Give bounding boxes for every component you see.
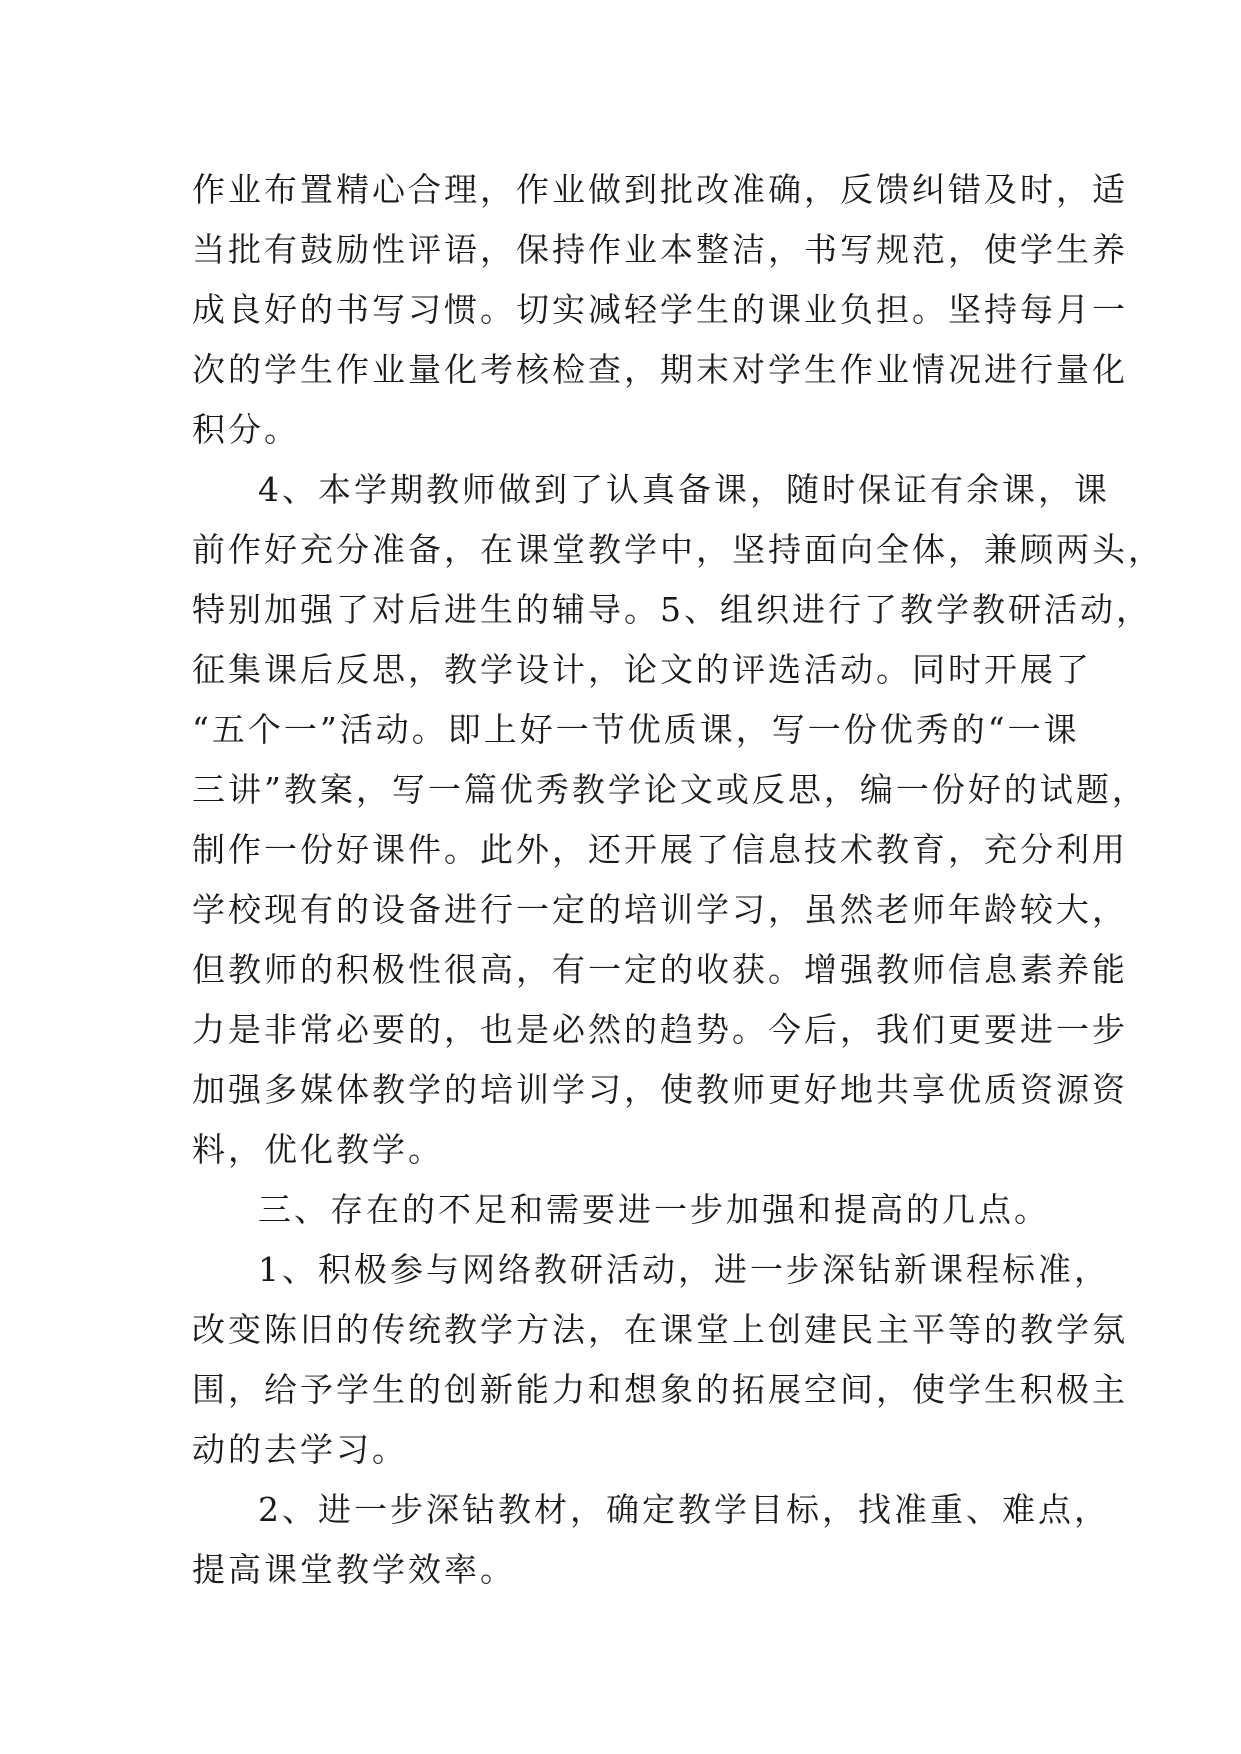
text-line: 加强多媒体教学的培训学习，使教师更好地共享优质资源资 [192, 1070, 1128, 1109]
text-line: 但教师的积极性很高，有一定的收获。增强教师信息素养能 [192, 950, 1128, 989]
text-line: 前作好充分准备，在课堂教学中，坚持面向全体，兼顾两头， [192, 530, 1164, 569]
text-line: 学校现有的设备进行一定的培训学习，虽然老师年龄较大， [192, 890, 1128, 929]
text-line: “五个一”活动。即上好一节优质课，写一份优秀的“一课 [192, 710, 1080, 749]
paragraph-start-line: 2、进一步深钻教材，确定教学目标，找准重、难点， [258, 1490, 1110, 1529]
text-line: 制作一份好课件。此外，还开展了信息技术教育，充分利用 [192, 830, 1128, 869]
text-line: 围，给予学生的创新能力和想象的拓展空间，使学生积极主 [192, 1370, 1128, 1409]
section-heading: 三、存在的不足和需要进一步加强和提高的几点。 [258, 1190, 1050, 1229]
text-line: 积分。 [192, 410, 300, 449]
text-line: 次的学生作业量化考核检查，期末对学生作业情况进行量化 [192, 350, 1128, 389]
text-line: 作业布置精心合理，作业做到批改准确，反馈纠错及时，适 [192, 170, 1128, 209]
document-body [192, 160, 1164, 1600]
text-line: 动的去学习。 [192, 1430, 408, 1469]
text-line: 征集课后反思，教学设计，论文的评选活动。同时开展了 [192, 650, 1092, 689]
text-line: 改变陈旧的传统教学方法，在课堂上创建民主平等的教学氛 [192, 1310, 1128, 1349]
paragraph-start-line: 1、积极参与网络教研活动，进一步深钻新课程标准， [258, 1250, 1110, 1289]
text-line: 力是非常必要的，也是必然的趋势。今后，我们更要进一步 [192, 1010, 1128, 1049]
text-line: 成良好的书写习惯。切实减轻学生的课业负担。坚持每月一 [192, 290, 1128, 329]
text-line: 特别加强了对后进生的辅导。5、组织进行了教学教研活动， [192, 590, 1152, 629]
text-line: 三讲”教案，写一篇优秀教学论文或反思，编一份好的试题， [192, 770, 1148, 809]
text-line: 当批有鼓励性评语，保持作业本整洁，书写规范，使学生养 [192, 230, 1128, 269]
paragraph-start-line: 4、本学期教师做到了认真备课，随时保证有余课，课 [258, 470, 1110, 509]
text-line: 料，优化教学。 [192, 1130, 444, 1169]
text-line: 提高课堂教学效率。 [192, 1550, 516, 1589]
